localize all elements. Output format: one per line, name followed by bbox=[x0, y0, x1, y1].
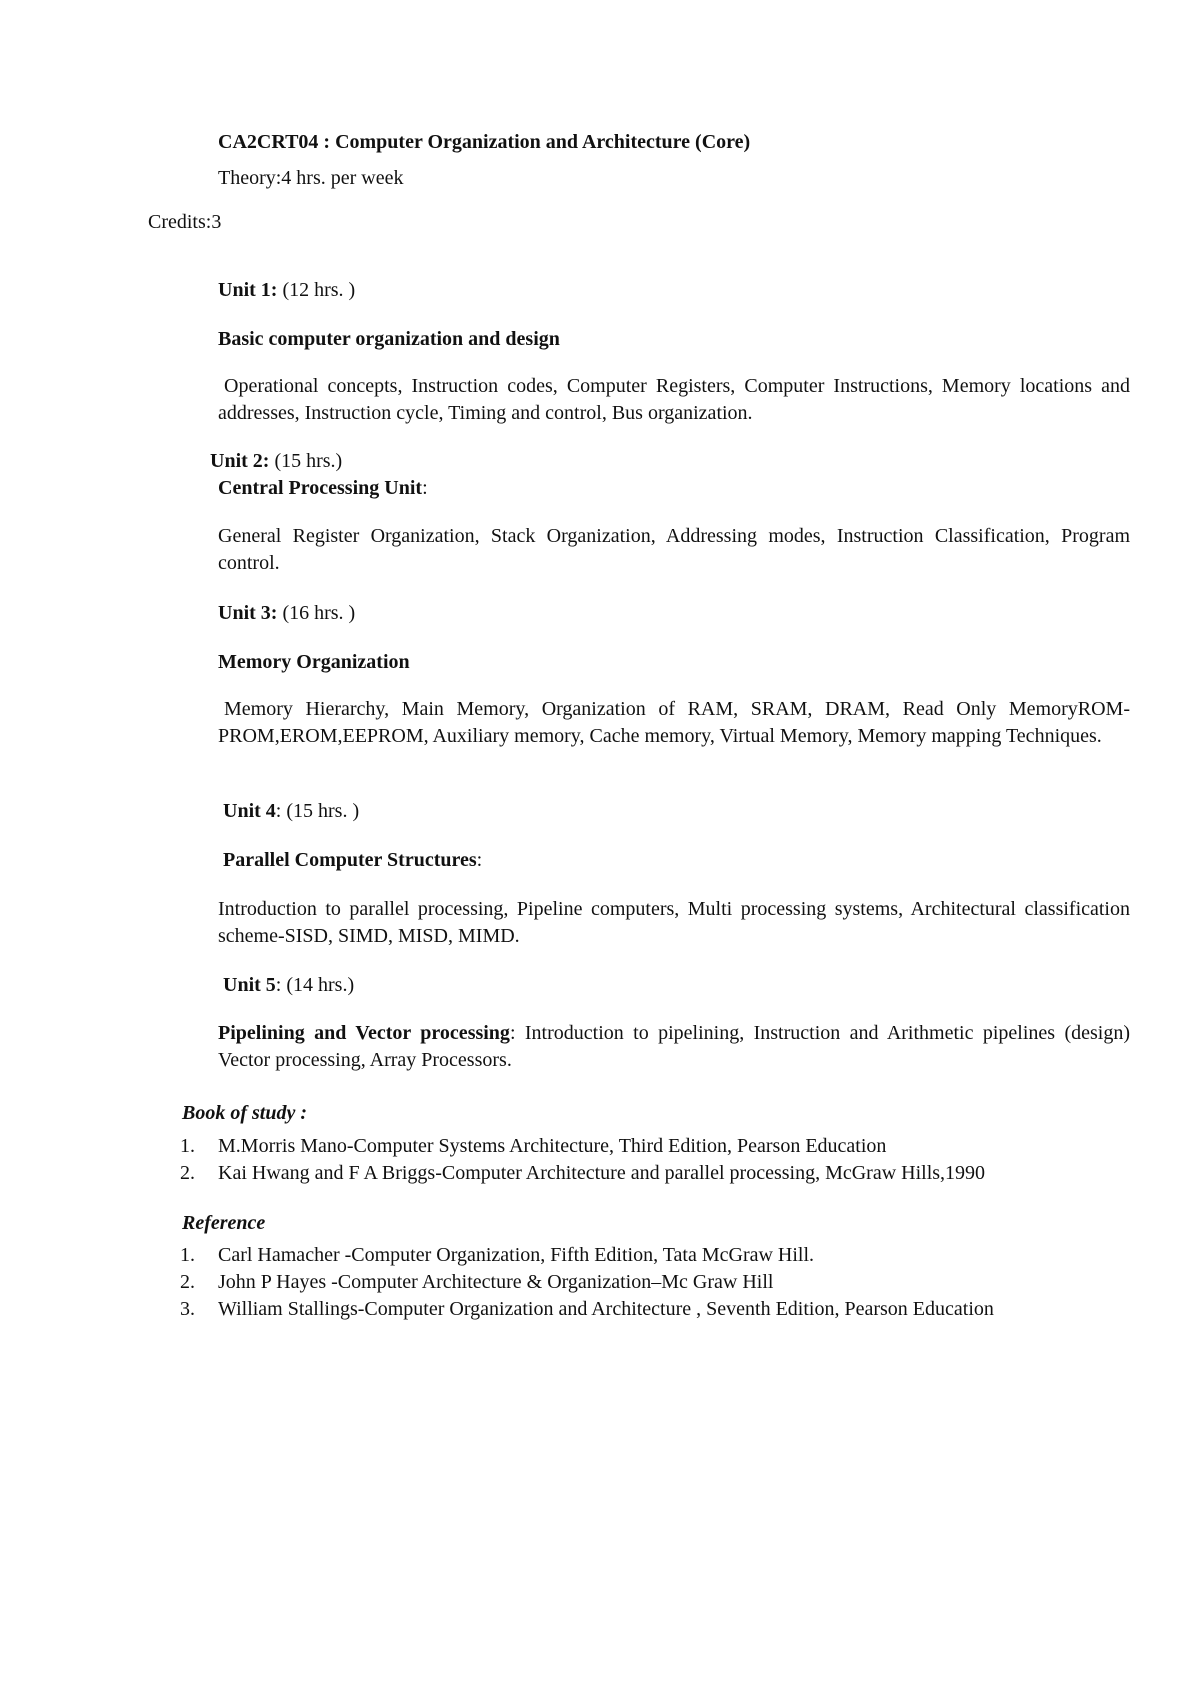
unit-title-suffix: : bbox=[509, 1022, 516, 1044]
unit-label: Unit 3: bbox=[218, 602, 278, 624]
unit-hours: (12 hrs. ) bbox=[277, 279, 356, 301]
unit-3-heading bbox=[218, 601, 355, 625]
unit-title-suffix: : bbox=[422, 477, 428, 499]
list-text: William Stallings-Computer Organization and Architecture , Seventh Edition, Pearson Education bbox=[218, 1298, 994, 1320]
unit-hours: : (14 hrs.) bbox=[275, 974, 355, 996]
unit-title: Central Processing Unit bbox=[218, 477, 423, 499]
unit-label: Unit 5 bbox=[223, 974, 276, 996]
unit-5-content bbox=[218, 1020, 1130, 1074]
unit-label: Unit 2: bbox=[210, 450, 270, 472]
unit-title: Basic computer organization and design bbox=[218, 328, 560, 350]
unit-content: Memory Hierarchy, Main Memory, Organization of RAM, SRAM, DRAM, Read Only MemoryROM-PROM,EROM,EEPROM, Auxiliary memory, Cache memory, Virtual Memory, Memory mapping Techniques. bbox=[218, 698, 1130, 747]
unit-3-content bbox=[218, 696, 1130, 750]
unit-hours: : (15 hrs. ) bbox=[275, 800, 360, 822]
unit-label: Unit 1: bbox=[218, 279, 278, 301]
unit-1-heading bbox=[218, 278, 355, 302]
unit-title: Memory Organization bbox=[218, 651, 410, 673]
list-number: 2. bbox=[180, 1271, 195, 1293]
list-number: 1. bbox=[180, 1135, 195, 1157]
list-text: Carl Hamacher -Computer Organization, Fifth Edition, Tata McGraw Hill. bbox=[218, 1244, 815, 1266]
list-number: 1. bbox=[180, 1244, 195, 1266]
course-title: CA2CRT04 : Computer Organization and Architecture (Core) bbox=[218, 131, 751, 153]
unit-3-title bbox=[218, 650, 410, 674]
unit-title: Pipelining and Vector processing bbox=[218, 1022, 510, 1044]
book-of-study-heading: Book of study : bbox=[182, 1102, 307, 1124]
unit-4-heading bbox=[223, 799, 359, 823]
credits: Credits:3 bbox=[148, 211, 222, 233]
unit-content: General Register Organization, Stack Organization, Addressing modes, Instruction Classification, Program control. bbox=[218, 525, 1130, 574]
unit-2-heading bbox=[210, 449, 342, 473]
list-number: 2. bbox=[180, 1162, 195, 1184]
unit-title-suffix: : bbox=[476, 849, 483, 871]
unit-4-content bbox=[218, 896, 1130, 950]
unit-hours: (15 hrs.) bbox=[269, 450, 343, 472]
reference-heading: Reference bbox=[182, 1212, 266, 1234]
unit-1-content bbox=[218, 373, 1130, 427]
unit-2-content bbox=[218, 523, 1130, 577]
unit-2-title bbox=[218, 476, 428, 500]
unit-hours: (16 hrs. ) bbox=[277, 602, 356, 624]
theory-hours: Theory:4 hrs. per week bbox=[218, 167, 404, 189]
unit-4-title bbox=[223, 848, 482, 872]
list-number: 3. bbox=[180, 1298, 195, 1320]
unit-content: Introduction to pipelining, Instruction and Arithmetic pipelines (design) Vector processing, Array Processors. bbox=[218, 1022, 1130, 1071]
list-text: Kai Hwang and F A Briggs-Computer Architecture and parallel processing, McGraw Hills,1990 bbox=[218, 1162, 986, 1184]
unit-content: Operational concepts, Instruction codes, Computer Registers, Computer Instructions, Memory locations and addresses, Instruction cycle, Timing and control, Bus organization. bbox=[218, 375, 1130, 424]
unit-title: Parallel Computer Structures bbox=[223, 849, 477, 871]
list-text: M.Morris Mano-Computer Systems Architecture, Third Edition, Pearson Education bbox=[218, 1135, 887, 1157]
unit-1-title bbox=[218, 327, 560, 351]
unit-content: Introduction to parallel processing, Pipeline computers, Multi processing systems, Architectural classification scheme-SISD, SIMD, MISD, MIMD. bbox=[218, 898, 1130, 947]
unit-label: Unit 4 bbox=[223, 800, 276, 822]
list-text: John P Hayes -Computer Architecture & Organization–Mc Graw Hill bbox=[218, 1271, 774, 1293]
unit-5-heading bbox=[223, 973, 354, 997]
